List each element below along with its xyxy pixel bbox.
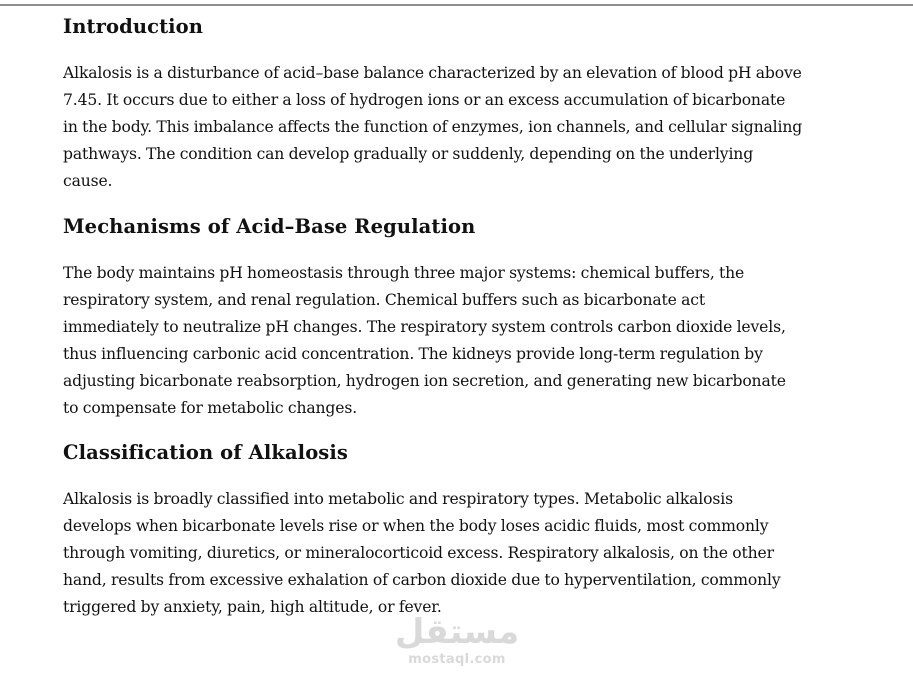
watermark-logo: مستقل <box>394 612 520 652</box>
paragraph-introduction: Alkalosis is a disturbance of acid–base balance characterized by an elevation of blood pH above 7.45. It occurs due to either a loss of hydrogen ions or an excess accumulation of bicarbonate in the body. This imbalance affects the function of enzymes, ion channels, and cellular signaling pathways. The condition can develop gradually or suddenly, depending on the underlying cause. <box>63 64 803 190</box>
watermark-url: mostaql.com <box>408 652 506 667</box>
heading-introduction: Introduction <box>63 15 204 38</box>
heading-mechanisms: Mechanisms of Acid–Base Regulation <box>63 215 476 238</box>
paragraph-classification: Alkalosis is broadly classified into metabolic and respiratory types. Metabolic alkalosis develops when bicarbonate levels rise or when the body loses acidic fluids, most commonly through vomiting, diuretics, or mineralocorticoid excess. Respiratory alkalosis, on the other hand, results from excessive exhalation of carbon dioxide due to hyperventilation, commonly triggered by anxiety, pain, high altitude, or fever. <box>63 490 781 616</box>
page-top-border <box>0 4 913 6</box>
watermark <box>392 612 522 682</box>
paragraph-mechanisms: The body maintains pH homeostasis through three major systems: chemical buffers, the respiratory system, and renal regulation. Chemical buffers such as bicarbonate act immediately to neutralize pH changes. The respiratory system controls carbon dioxide levels, thus influencing carbonic acid concentration. The kidneys provide long-term regulation by adjusting bicarbonate reabsorption, hydrogen ion secretion, and generating new bicarbonate to compensate for metabolic changes. <box>63 264 786 417</box>
heading-classification: Classification of Alkalosis <box>63 441 348 464</box>
